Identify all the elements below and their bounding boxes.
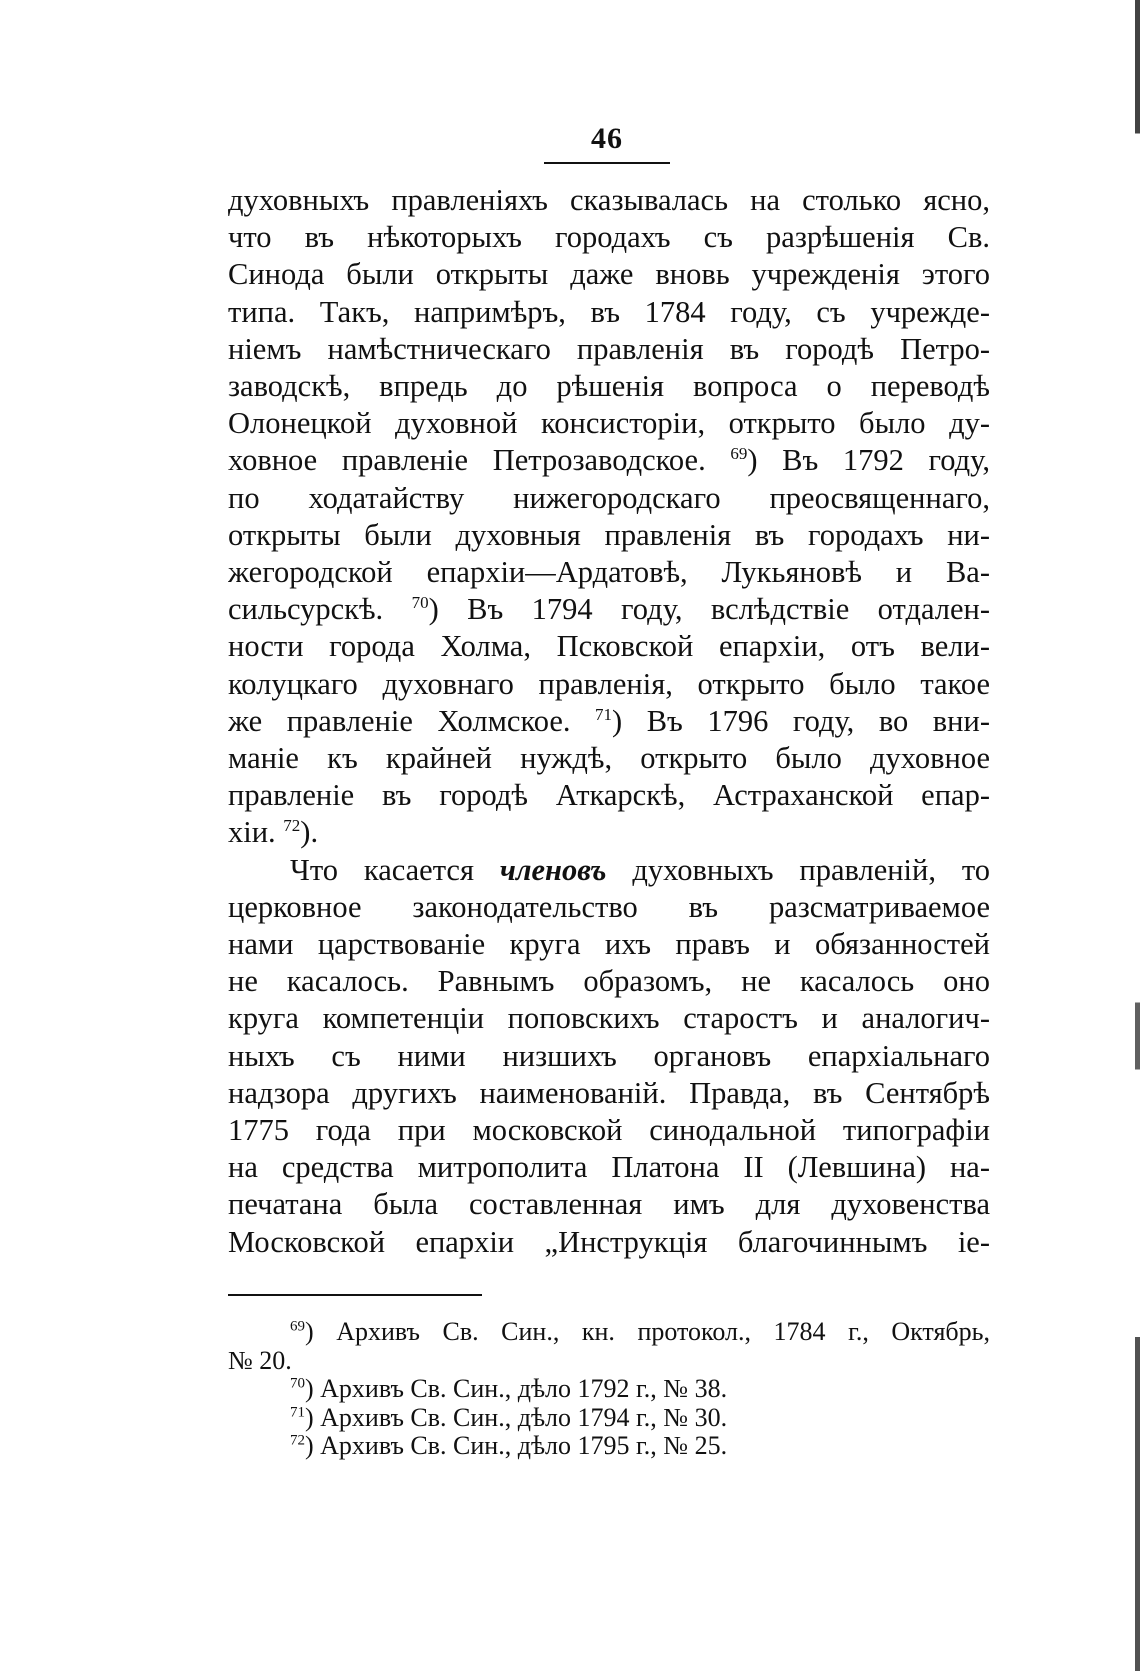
text-line: Синода были открыты даже вновь учрежденiя этого: [228, 257, 990, 292]
text-line: заводскѣ, впредь до рѣшенiя вопроса о переводѣ: [228, 369, 990, 404]
footnote-mark: 70: [290, 1375, 305, 1392]
text-segment: ).: [300, 815, 319, 850]
text-line: [228, 814, 990, 851]
text-segment: ховное правленiе Петрозаводское.: [228, 443, 731, 478]
footnote-text: ) Архивъ Св. Син., дѣло 1792 г., № 38.: [305, 1374, 728, 1403]
footnote-mark: 72: [290, 1432, 305, 1449]
text-line: духовныхъ правленiяхъ сказывалась на столько ясно,: [228, 183, 990, 217]
text-segment: духовныхъ правленiй, то: [606, 852, 990, 887]
text-line: надзора другихъ наименованiй. Правда, въ Сентябрѣ: [228, 1075, 990, 1110]
footnote-text: ) Архивъ Св. Син., дѣло 1794 г., № 30.: [305, 1402, 728, 1432]
scan-edge-shadow: [1135, 0, 1140, 1671]
text-line: нiемъ намѣстническаго правленiя въ городѣ Петро-: [228, 331, 990, 366]
text-line: что въ нѣкоторыхъ городахъ съ разрѣшенiя Св.: [228, 220, 990, 255]
text-line: Московской епархiи „Инструкцiя благочиннымъ iе-: [228, 1224, 990, 1259]
paragraph-start-line: [228, 852, 990, 889]
text-line: печатана была составленная имъ для духовенства: [228, 1187, 990, 1222]
text-line: жегородской епархiи—Ардатовѣ, Лукьяновѣ и Ва-: [228, 555, 990, 590]
text-line: на средства митрополита Платона II (Левшина) на-: [228, 1150, 990, 1185]
text-line: круга компетенцiи поповскихъ старостъ и аналогич-: [228, 1001, 990, 1036]
emphasized-word: членовъ: [499, 852, 607, 887]
text-line: [228, 703, 990, 740]
footnote-reference: 70: [411, 593, 429, 613]
text-line: ности города Холма, Псковской епархiи, отъ вели-: [228, 629, 990, 664]
footnote-reference: 72: [283, 816, 301, 836]
footnote-69: [228, 1318, 990, 1347]
footnote-separator: [228, 1294, 482, 1296]
footnote-72: [228, 1432, 990, 1461]
footnote-mark: 69: [290, 1318, 305, 1335]
footnote-69-continuation: [228, 1347, 990, 1376]
text-line: нами царствованiе круга ихъ правъ и обязанностей: [228, 927, 990, 962]
text-segment: сильсурскѣ.: [228, 592, 412, 627]
page-number: 46: [544, 122, 670, 164]
text-line: типа. Такъ, напримѣръ, въ 1784 году, съ учрежде-: [228, 294, 990, 329]
footnotes: [228, 1318, 990, 1461]
footnote-text: ) Архивъ Св. Син., кн. протокол., 1784 г., Октябрь,: [305, 1317, 990, 1346]
text-line: 1775 года при московской синодальной типографiи: [228, 1113, 990, 1148]
text-line: по ходатайству нижегородскаго преосвященнаго,: [228, 480, 990, 515]
text-line: манiе къ крайней нуждѣ, открыто было духовное: [228, 741, 990, 776]
footnote-reference: 71: [595, 704, 613, 724]
text-segment: же правленiе Холмское.: [228, 703, 596, 738]
text-line: правленiе въ городѣ Аткарскѣ, Астраханской епар-: [228, 778, 990, 813]
text-line: церковное законодательство въ разсматриваемое: [228, 889, 990, 924]
body-text: [228, 182, 990, 1261]
text-segment: ) Въ 1796 году, во вни-: [612, 703, 990, 738]
footnote-71: [228, 1404, 990, 1433]
text-line: колуцкаго духовнаго правленiя, открыто было такое: [228, 666, 990, 701]
footnote-70: [228, 1375, 990, 1404]
footnote-text: ) Архивъ Св. Син., дѣло 1795 г., № 25.: [305, 1431, 728, 1460]
text-line: не касалось. Равнымъ образомъ, не касалось оно: [228, 964, 990, 999]
footnote-text: № 20.: [228, 1345, 292, 1375]
text-segment: хiи.: [228, 815, 284, 850]
text-line: открыты были духовныя правленiя въ городахъ ни-: [228, 517, 990, 552]
text-line: [228, 442, 990, 479]
text-segment: Что касается: [290, 852, 500, 887]
text-line: ныхъ съ ними низшихъ органовъ епархiальнаго: [228, 1038, 990, 1073]
footnote-reference: 69: [730, 444, 748, 464]
text-line: Олонецкой духовной консисторiи, открыто было ду-: [228, 406, 990, 441]
text-line: [228, 591, 990, 628]
footnote-mark: 71: [290, 1403, 305, 1420]
text-segment: ) Въ 1794 году, вслѣдствiе отдален-: [428, 592, 990, 627]
text-segment: ) Въ 1792 году,: [747, 443, 990, 478]
